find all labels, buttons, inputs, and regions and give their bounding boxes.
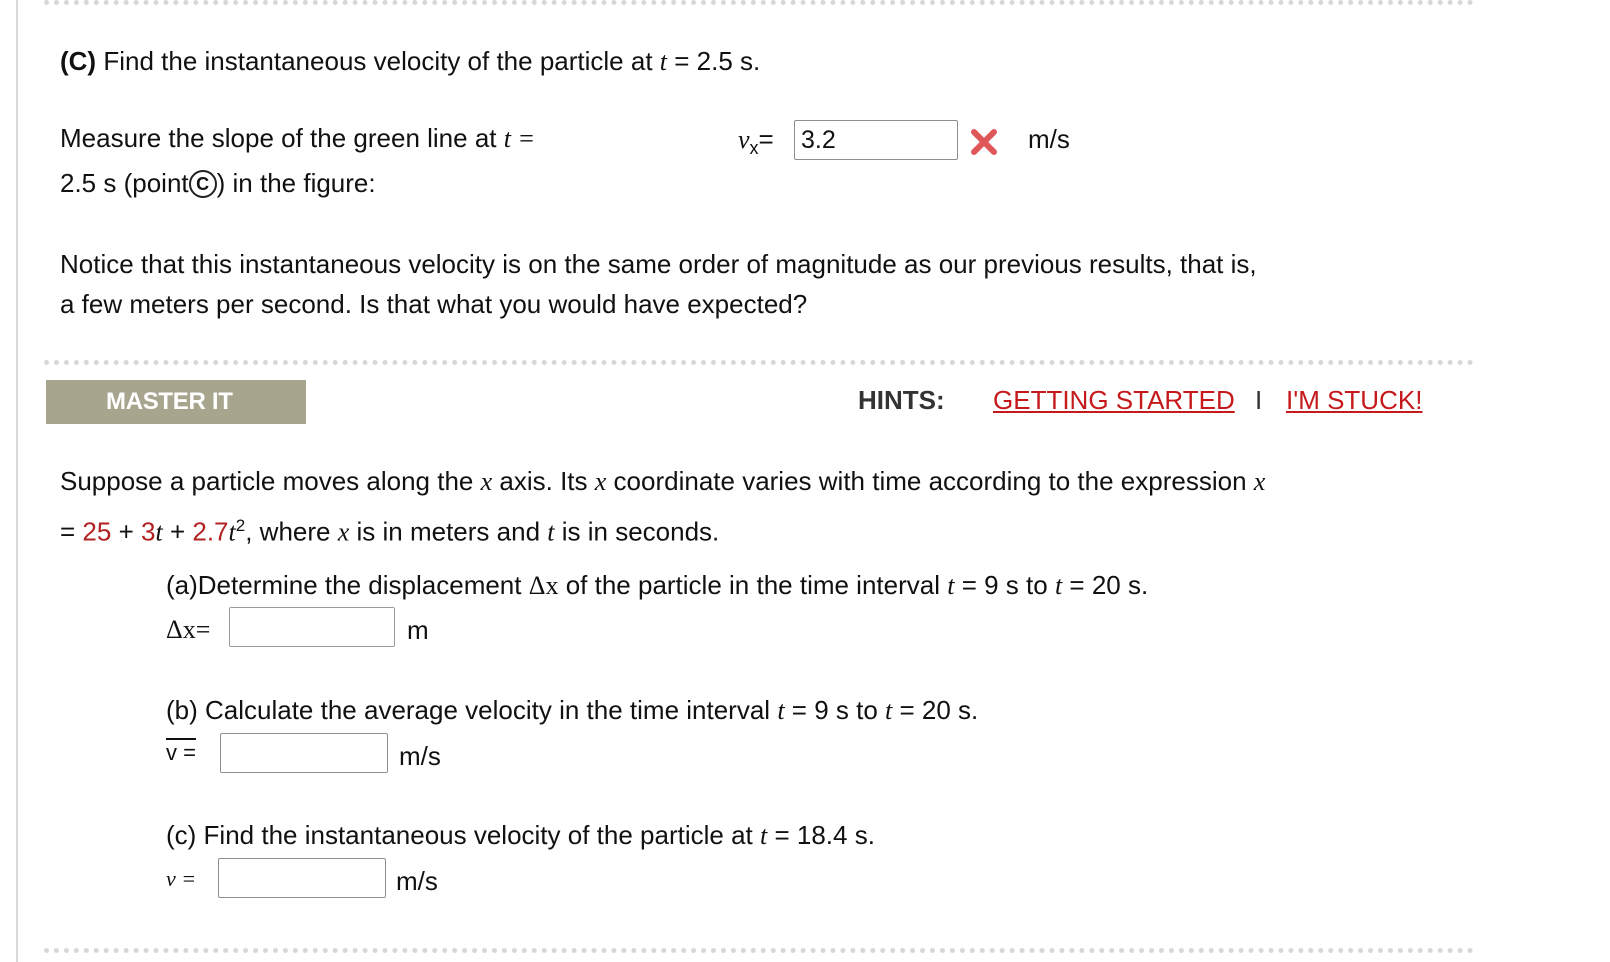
hints-label: HINTS: xyxy=(858,385,945,415)
x-mark-icon xyxy=(970,128,998,156)
point-c-icon: C xyxy=(189,170,217,198)
im-stuck-link[interactable]: I'M STUCK! xyxy=(1286,385,1423,415)
part-c-instruction-line1: Measure the slope of the green line at t = xyxy=(60,123,536,153)
average-velocity-input[interactable] xyxy=(220,733,388,773)
part-cc-answer-label: v = xyxy=(166,866,197,891)
bottom-divider xyxy=(44,948,1474,953)
part-b-answer-label: v = xyxy=(166,740,196,765)
part-a-unit: m xyxy=(407,615,429,645)
part-cc-unit: m/s xyxy=(396,866,438,896)
getting-started-link[interactable]: GETTING STARTED xyxy=(993,385,1235,415)
instantaneous-velocity-input[interactable] xyxy=(218,858,386,898)
vx-answer-input[interactable]: 3.2 xyxy=(794,120,958,160)
part-a-prompt: (a)Determine the displacement Δx of the particle in the time interval t = 9 s to t = 20 s. xyxy=(166,570,1149,600)
notice-line1: Notice that this instantaneous velocity is on the same order of magnitude as our previous results, that is, xyxy=(60,249,1257,279)
master-it-header: MASTER IT xyxy=(46,380,306,424)
part-c-question: (C) Find the instantaneous velocity of the particle at t = 2.5 s. xyxy=(60,46,761,76)
vx-label: $v_x=$ xyxy=(738,124,774,159)
displacement-input[interactable] xyxy=(229,607,395,647)
part-b-prompt: (b) Calculate the average velocity in the time interval t = 9 s to t = 20 s. xyxy=(166,695,979,725)
part-c-label: (C) xyxy=(60,46,97,76)
left-border xyxy=(16,0,18,962)
notice-line2: a few meters per second. Is that what you would have expected? xyxy=(60,289,808,319)
problem-line1: Suppose a particle moves along the x axis. Its x coordinate varies with time according to the expression x xyxy=(60,466,1266,496)
part-c-instruction-line2: 2.5 s (point C ) in the figure: xyxy=(60,168,376,198)
coef-b: 3 xyxy=(141,516,156,547)
hint-separator: I xyxy=(1255,385,1263,415)
problem-line2: = $25 + 3t + 2.7t^2$, where x is in meters and t is in seconds. xyxy=(60,516,720,547)
middle-divider xyxy=(44,360,1474,365)
part-a-answer-label: Δx= xyxy=(166,615,211,644)
coef-c: 2.7 xyxy=(192,516,229,547)
vx-unit: m/s xyxy=(1028,124,1070,154)
coef-a: 25 xyxy=(82,516,112,547)
part-cc-prompt: (c) Find the instantaneous velocity of the particle at t = 18.4 s. xyxy=(166,820,875,850)
top-divider xyxy=(44,0,1474,5)
part-b-unit: m/s xyxy=(399,741,441,771)
